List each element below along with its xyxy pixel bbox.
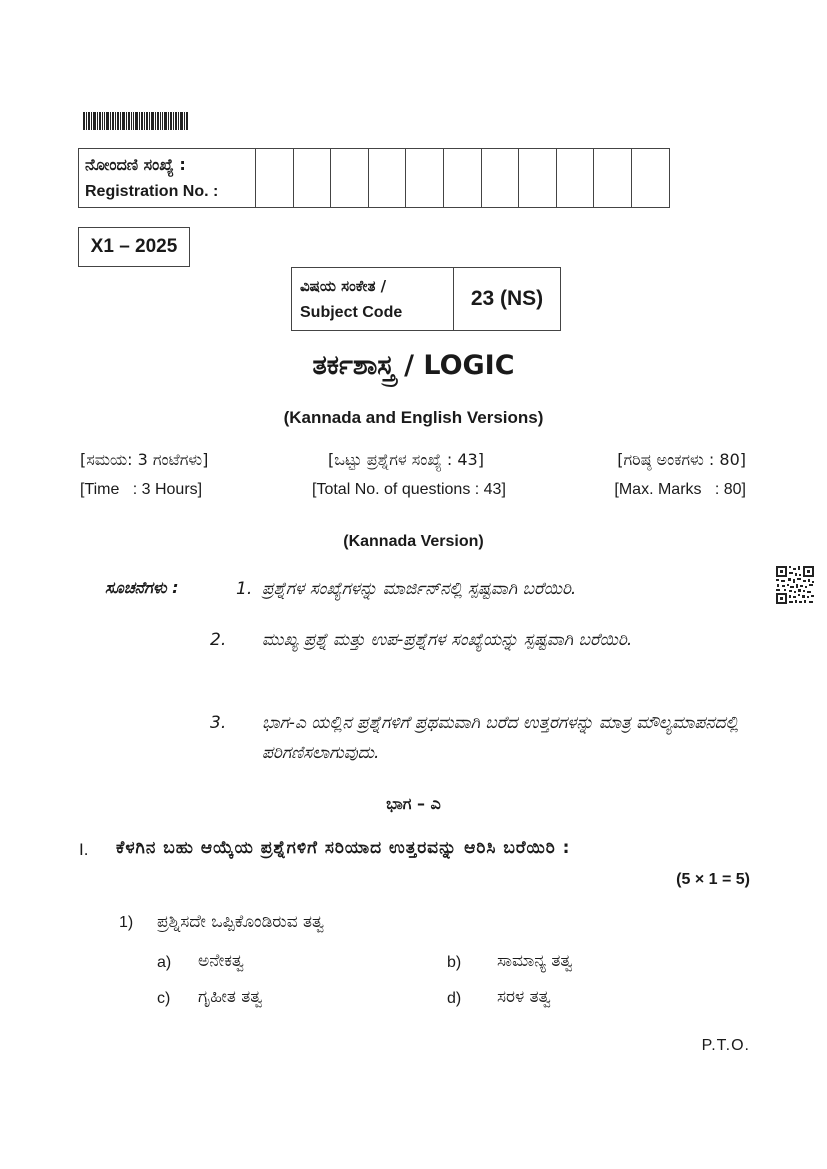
exam-code: X1 – 2025 — [78, 227, 190, 267]
part-heading: ಭಾಗ – ಎ — [386, 794, 441, 813]
subject-code-label-english: Subject Code — [300, 304, 403, 321]
registration-digit-box[interactable] — [594, 149, 632, 208]
option-text: ಗೃಹೀತ ತತ್ವ — [198, 987, 263, 1007]
registration-digit-box[interactable] — [293, 149, 331, 208]
instruction-number: 2. — [210, 630, 227, 650]
time-kannada: [ಸಮಯ: 3 ಗಂಟೆಗಳು] — [80, 450, 209, 469]
option-letter: d) — [447, 990, 462, 1007]
instruction-item — [210, 708, 777, 768]
instruction-item — [210, 625, 777, 655]
subject-code-label — [292, 268, 454, 331]
max-marks-kannada: [ಗರಿಷ್ಠ ಅಂಕಗಳು : 80] — [617, 450, 746, 469]
qr-code — [775, 565, 815, 605]
option-letter: a) — [157, 954, 172, 971]
subquestion-number: 1) — [119, 914, 134, 931]
registration-label-kannada: ನೋಂದಣಿ ಸಂಖ್ಯೆ : — [85, 155, 186, 174]
instruction-text: ಪ್ರಶ್ನೆಗಳ ಸಂಖ್ಯೆಗಳನ್ನು ಮಾರ್ಜಿನ್‌ನಲ್ಲಿ ಸ್ಪಷ್ಟವಾಗಿ ಬರೆಯಿರಿ. — [262, 579, 577, 599]
option-text: ಸರಳ ತತ್ವ — [497, 987, 551, 1007]
subquestion-text: ಪ್ರಶ್ನಿಸದೇ ಒಪ್ಪಿಕೊಂಡಿರುವ ತತ್ವ — [157, 912, 325, 932]
time-english: [Time : 3 Hours] — [80, 481, 203, 498]
instruction-text: ಭಾಗ-ಎ ಯಲ್ಲಿನ ಪ್ರಶ್ನೆಗಳಿಗೆ ಪ್ರಥಮವಾಗಿ ಬರೆದ ಉತ್ತರಗಳನ್ನು ಮಾತ್ರ ಮೌಲ್ಯಮಾಪನದಲ್ಲಿ ಪರಿಗಣಿಸಲಾಗುವುದು. — [262, 713, 739, 763]
barcode — [83, 112, 189, 130]
option-letter: c) — [157, 990, 171, 1007]
registration-label-english: Registration No. : — [85, 183, 219, 200]
option-letter: b) — [447, 954, 462, 971]
registration-label — [79, 149, 256, 208]
registration-digit-box[interactable] — [481, 149, 519, 208]
total-questions-kannada: [ಒಟ್ಟು ಪ್ರಶ್ನೆಗಳ ಸಂಖ್ಯೆ : 43] — [328, 450, 484, 469]
registration-digit-box[interactable] — [406, 149, 444, 208]
instruction-text: ಮುಖ್ಯ ಪ್ರಶ್ನೆ ಮತ್ತು ಉಪ-ಪ್ರಶ್ನೆಗಳ ಸಂಖ್ಯೆಯನ್ನು ಸ್ಪಷ್ಟವಾಗಿ ಬರೆಯಿರಿ. — [262, 630, 633, 650]
instruction-number: 3. — [210, 713, 227, 733]
registration-digit-box[interactable] — [256, 149, 294, 208]
registration-digit-box[interactable] — [368, 149, 406, 208]
version-heading: (Kannada Version) — [343, 533, 484, 550]
registration-table — [78, 148, 670, 208]
registration-digit-box[interactable] — [556, 149, 594, 208]
instruction-number: 1. — [236, 579, 253, 599]
registration-digit-box[interactable] — [331, 149, 369, 208]
subject-code-table — [291, 267, 561, 331]
registration-digit-box[interactable] — [443, 149, 481, 208]
versions-note: (Kannada and English Versions) — [283, 408, 544, 427]
question-marks: (5 × 1 = 5) — [676, 871, 750, 888]
option-text: ಅನೇಕತ್ವ — [198, 951, 244, 971]
registration-digit-box[interactable] — [519, 149, 557, 208]
subject-code-value: 23 (NS) — [454, 268, 561, 331]
question-number: I. — [79, 840, 89, 859]
registration-digit-box[interactable] — [631, 149, 669, 208]
page-turn-note: P.T.O. — [701, 1037, 750, 1054]
instructions-label: ಸೂಚನೆಗಳು : — [105, 578, 179, 597]
question-text: ಕೆಳಗಿನ ಬಹು ಆಯ್ಕೆಯ ಪ್ರಶ್ನೆಗಳಿಗೆ ಸರಿಯಾದ ಉತ್ತರವನ್ನು ಆರಿಸಿ ಬರೆಯಿರಿ : — [116, 838, 571, 858]
max-marks-english: [Max. Marks : 80] — [614, 481, 746, 498]
total-questions-english: [Total No. of questions : 43] — [312, 481, 506, 498]
instruction-item — [236, 574, 751, 604]
subject-code-label-kannada: ವಿಷಯ ಸಂಕೇತ / — [300, 277, 387, 295]
option-text: ಸಾಮಾನ್ಯ ತತ್ವ — [497, 951, 573, 971]
paper-title: ತರ್ಕಶಾಸ್ತ್ರ / LOGIC — [312, 350, 515, 381]
